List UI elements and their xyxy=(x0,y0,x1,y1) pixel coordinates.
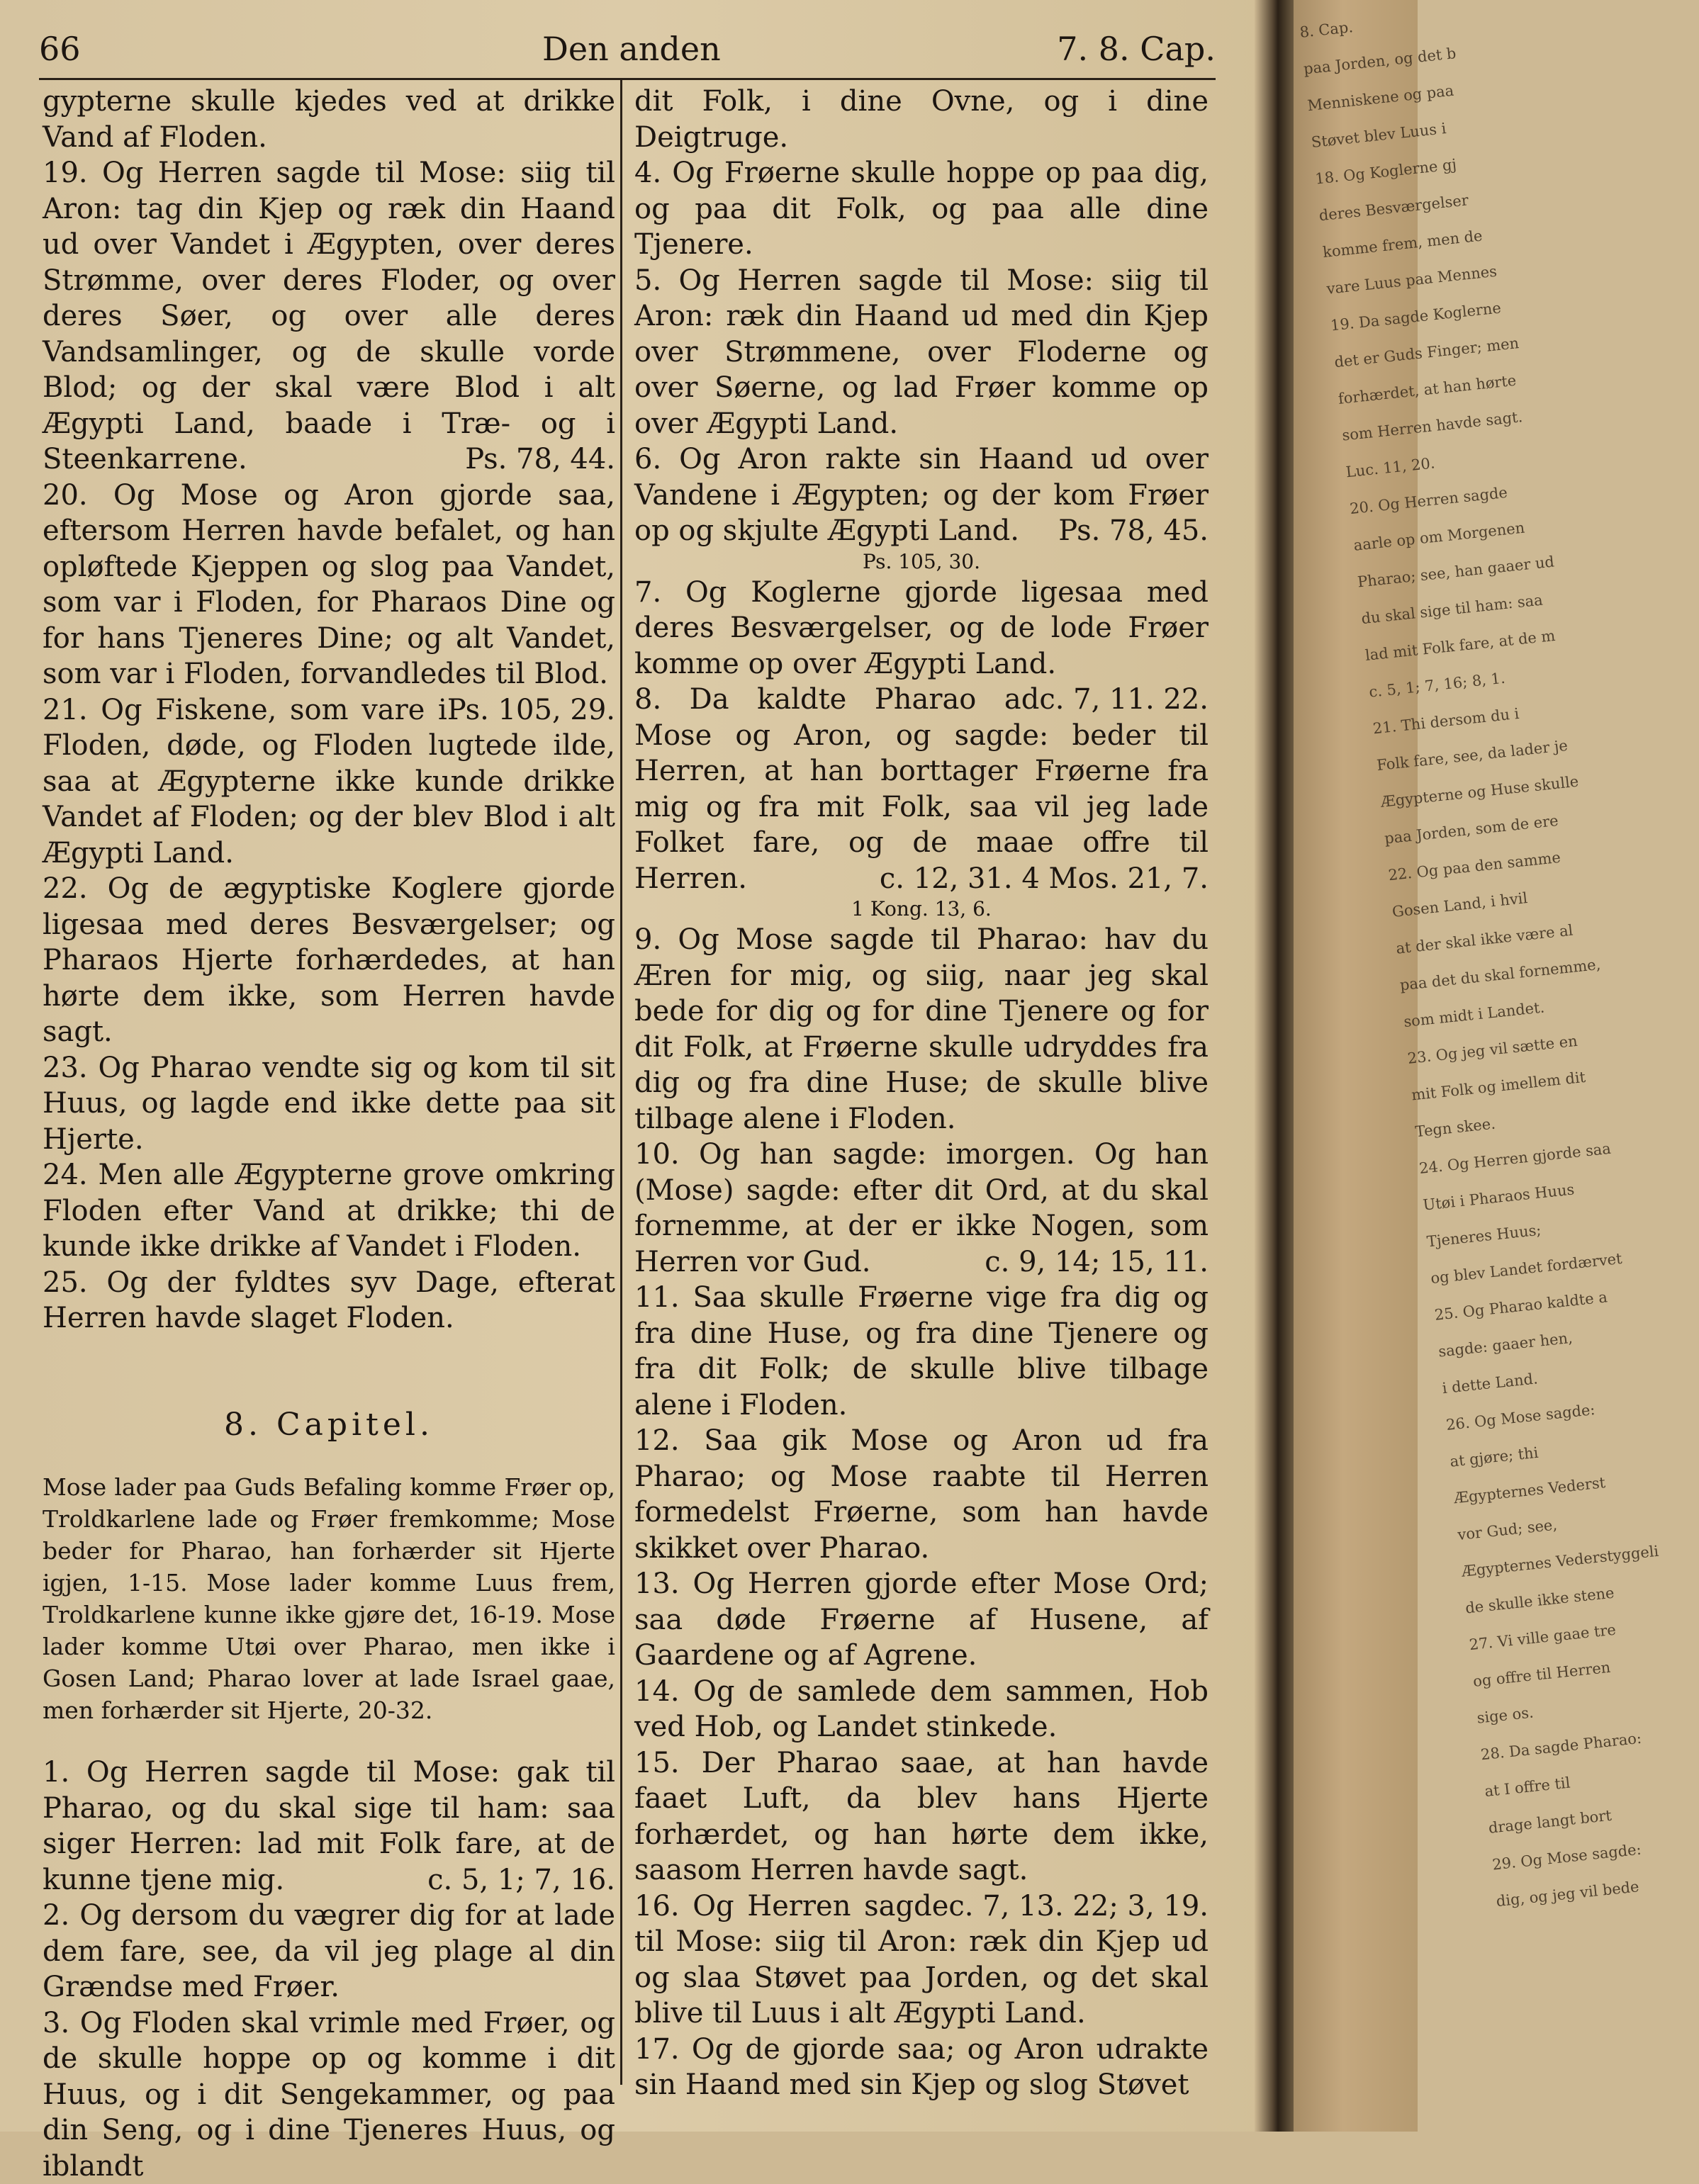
verse-text: 10. Og han sagde: imorgen. Og han (Mose) sagde: efter dit Ord, at du skal fornemme, at der er ikke Nogen, som Herren vor Gud. xyxy=(634,1138,1209,1278)
facing-page-line: 24. Og Herren gjorde saa xyxy=(1417,1138,1537,1187)
verse-text: 20. Og Mose og Aron gjorde saa, eftersom Herren havde befalet, og han opløftede Kjeppen og slog paa Vandet, som var i Floden, for Pharaos Dine og for hans Tjeneres Dine; og alt Vandet, som var i Floden, forvandledes til Blod. xyxy=(43,479,615,691)
chapter-summary: Mose lader paa Guds Befaling komme Frøer op, Troldkarlene lade og Frøer fremkomme; Mose beder for Pharao, han forhærder sit Hjerte igjen, 1-15. Mose lader komme Luus frem, Troldkarlene kunne ikke gjøre det, 16-19. Mose lader komme Utøi over Pharao, men ikke i Gosen Land; Pharao lover at lade Israel gaae, men forhærder sit Hjerte, 20-32. xyxy=(43,1471,615,1726)
verse-text: 13. Og Herren gjorde efter Mose Ord; saa døde Frøerne af Husene, af Gaardene og af Agrene. xyxy=(634,1567,1209,1672)
facing-page-line: vare Luus paa Mennes xyxy=(1325,259,1445,308)
page-number: 66 xyxy=(39,30,81,68)
facing-page-line: som Herren havde sagt. xyxy=(1340,405,1461,454)
verse-text: 4. Og Frøerne skulle hoppe op paa dig, og paa dit Folk, og paa alle dine Tjenere. xyxy=(634,157,1209,261)
verse-text: 12. Saa gik Mose og Aron ud fra Pharao; og Mose raabte til Herren formedelst Frøerne, som han havde skikket over Pharao. xyxy=(634,1424,1209,1565)
chapter-reference: 7. 8. Cap. xyxy=(1057,30,1216,68)
verse xyxy=(43,1755,615,1898)
facing-page-line: de skulle ikke stene xyxy=(1464,1578,1584,1627)
verse-text: 17. Og de gjorde saa; og Aron udrakte sin Haand med sin Kjep og slog Støvet xyxy=(634,2033,1209,2102)
verse-list xyxy=(634,155,1209,2103)
verse xyxy=(43,1898,615,2005)
facing-page-line: aarle op om Morgenen xyxy=(1352,515,1472,564)
right-column xyxy=(634,84,1209,2103)
verse xyxy=(634,922,1209,1137)
verse-text: 2. Og dersom du vægrer dig for at lade dem fare, see, da vil jeg plage al din Grændse med Frøer. xyxy=(43,1899,615,2003)
facing-page-line: komme frem, men de xyxy=(1321,222,1442,271)
cross-reference: c. 7, 13. 22; 3, 19. xyxy=(948,1889,1209,1925)
verse-text: 23. Og Pharao vendte sig og kom til sit Huus, og lagde end ikke dette paa sit Hjerte. xyxy=(43,1052,615,1156)
verse-text: 19. Og Herren sagde til Mose: siig til Aron: tag din Kjep og ræk din Haand ud over Vandet i Ægypten, over deres Strømme, over deres Floder, og over deres Søer, og over alle deres Vandsamlinger, og de skulle vorde Blod; og der skal være Blod i alt Ægypti Land, baade i Træ- og i Steenkarrene. xyxy=(43,157,615,475)
verse-text: 16. Og Herren sagde til Mose: siig til Aron: ræk din Kjep ud og slaa Støvet paa Jorden, og det skal blive til Luus i alt Ægypti Land. xyxy=(634,1890,1209,2030)
facing-page-line: Ægypternes Vederstyggeli xyxy=(1459,1541,1580,1590)
facing-page-line: sagde: gaaer hen, xyxy=(1437,1321,1557,1370)
verse-text: 22. Og de ægyptiske Koglere gjorde ligesaa med deres Besværgelser; og Pharaos Hjerte forhærdedes, at han hørte dem ikke, som Herren havde sagt. xyxy=(43,872,615,1048)
facing-page-line: paa Jorden, og det b xyxy=(1301,38,1422,87)
verse-text: 8. Da kaldte Pharao ad Mose og Aron, og sagde: beder til Herren, at han borttager Frøerne fra mig og fra mit Folk, saa vil jeg lade Folket fare, og de maae offre til Herren. xyxy=(634,683,1209,895)
verse-continuation: gypterne skulle kjedes ved at drikke Vand af Floden. xyxy=(43,84,615,155)
facing-page-line: forhærdet, at han hørte xyxy=(1336,368,1457,417)
verse xyxy=(43,478,615,692)
cross-reference: Ps. 105, 29. xyxy=(447,692,615,728)
facing-page-line: 21. Thi dersom du i xyxy=(1371,698,1491,747)
facing-page-line: at I offre til xyxy=(1483,1761,1603,1810)
verse-text: 25. Og der fyldtes syv Dage, efterat Herren havde slaget Floden. xyxy=(43,1266,615,1335)
verse-list xyxy=(43,155,615,1336)
facing-page-line: Gosen Land, i hvil xyxy=(1390,882,1510,930)
verse xyxy=(634,441,1209,549)
facing-page-line: c. 5, 1; 7, 16; 8, 1. xyxy=(1367,662,1488,711)
facing-page-edge xyxy=(1294,0,1418,2132)
facing-page-line: 25. Og Pharao kaldte a xyxy=(1432,1285,1553,1334)
facing-page-line: dig, og jeg vil bede xyxy=(1494,1871,1615,1920)
facing-page-line: og offre til Herren xyxy=(1471,1651,1592,1700)
chapter-title: 8. Capitel. xyxy=(43,1407,615,1443)
verse xyxy=(634,155,1209,263)
facing-page-line: som midt i Landet. xyxy=(1402,991,1523,1040)
facing-page-line: Ægypterne og Huse skulle xyxy=(1379,772,1499,821)
facing-page-line: 8. Cap. xyxy=(1298,2,1418,51)
verse-continuation: dit Folk, i dine Ovne, og i dine Deigtruge. xyxy=(634,84,1209,155)
facing-page-line: mit Folk og imellem dit xyxy=(1410,1064,1530,1113)
verse xyxy=(43,155,615,478)
verse-list xyxy=(43,1755,615,2184)
verse xyxy=(634,1566,1209,1674)
facing-page-line: 19. Da sagde Koglerne xyxy=(1328,295,1449,344)
facing-page-line: 27. Vi ville gaae tre xyxy=(1467,1614,1588,1663)
verse xyxy=(634,263,1209,442)
facing-page-line: 23. Og jeg vil sætte en xyxy=(1406,1028,1526,1077)
verse xyxy=(43,871,615,1050)
facing-page-line: at der skal ikke være al xyxy=(1394,918,1515,967)
facing-page-line: 22. Og paa den samme xyxy=(1386,845,1507,894)
facing-page-line: 18. Og Koglerne gj xyxy=(1313,149,1434,198)
facing-page-line: du skal sige til ham: saa xyxy=(1359,588,1480,637)
facing-page-line: Luc. 11, 20. xyxy=(1344,441,1464,490)
verse xyxy=(634,1423,1209,1566)
verse-text: 21. Og Fiskene, som vare i Floden, døde, og Floden lugtede ilde, saa at Ægypterne ikke kunde drikke Vandet af Floden; og der blev Blod i alt Ægypti Land. xyxy=(43,694,615,869)
facing-page-text xyxy=(1298,2,1615,1920)
facing-page-line: det er Guds Finger; men xyxy=(1333,332,1453,381)
facing-page-line: Menniskene og paa xyxy=(1306,75,1426,124)
facing-page-line: deres Besværgelser xyxy=(1317,185,1437,234)
cross-reference: c. 9, 14; 15, 11. xyxy=(985,1244,1209,1280)
verse xyxy=(634,1280,1209,1423)
facing-page-line: lad mit Folk fare, at de m xyxy=(1363,625,1484,674)
facing-page-line: Tegn skee. xyxy=(1413,1101,1534,1150)
verse-text: 24. Men alle Ægypterne grove omkring Floden efter Vand at drikke; thi de kunde ikke drikke af Vandet i Floden. xyxy=(43,1159,615,1263)
cross-reference: Ps. 78, 44. xyxy=(465,441,615,478)
facing-page-line: paa Jorden, som de ere xyxy=(1383,808,1503,857)
verse xyxy=(634,1674,1209,1745)
verse-text: 1. Og Herren sagde til Mose: gak til Pharao, og du skal sige til ham: saa siger Herren: lad mit Folk fare, at de kunne tjene mig. xyxy=(43,1756,615,1896)
book-gutter xyxy=(1255,0,1294,2132)
facing-page-line: Folk fare, see, da lader je xyxy=(1375,735,1496,784)
facing-page-line: at gjøre; thi xyxy=(1448,1431,1569,1480)
header-rule xyxy=(39,78,1216,80)
running-title: Den anden xyxy=(542,30,721,68)
facing-page-line: drage langt bort xyxy=(1486,1798,1607,1847)
cross-reference-note: 1 Kong. 13, 6. xyxy=(634,896,1209,922)
cross-reference-note: Ps. 105, 30. xyxy=(634,549,1209,575)
facing-page-line: Støvet blev Luus i xyxy=(1309,112,1430,161)
facing-page-line: 28. Da sagde Pharao: xyxy=(1479,1724,1599,1773)
cross-reference: Ps. 78, 45. xyxy=(1058,513,1209,549)
facing-page-line: 26. Og Mose sagde: xyxy=(1445,1395,1565,1443)
verse xyxy=(634,1745,1209,1889)
facing-page-line: og blev Landet fordærvet xyxy=(1429,1248,1549,1297)
page-header xyxy=(39,30,1216,79)
facing-page-line: Pharao; see, han gaaer ud xyxy=(1356,551,1476,600)
verse-text: 6. Og Aron rakte sin Haand ud over Vandene i Ægypten; og der kom Frøer op og skjulte Ægypti Land. xyxy=(634,443,1209,547)
facing-page-line: Tjeneres Huus; xyxy=(1425,1211,1545,1260)
left-column xyxy=(43,84,615,2184)
verse xyxy=(634,2032,1209,2103)
cross-reference: c. 12, 31. 4 Mos. 21, 7. xyxy=(880,861,1209,897)
verse xyxy=(634,1137,1209,1280)
verse-text: 9. Og Mose sagde til Pharao: hav du Æren for mig, og siig, naar jeg skal bede for dig og for dine Tjenere og for dit Folk, at Frøerne skulle udryddes fra dig og fra dine Huse; de skulle blive tilbage alene i Floden. xyxy=(634,923,1209,1135)
facing-page-line: sige os. xyxy=(1475,1688,1596,1737)
verse xyxy=(634,575,1209,682)
facing-page-line: Utøi i Pharaos Huus xyxy=(1421,1175,1542,1224)
verse-text: 5. Og Herren sagde til Mose: siig til Aron: ræk din Haand ud med din Kjep over Strømmene, over Floderne og over Søerne, og lad Frøer komme op over Ægypti Land. xyxy=(634,264,1209,440)
cross-reference: c. 7, 11. 22. xyxy=(1039,682,1209,718)
facing-page-line: paa det du skal fornemme, xyxy=(1398,955,1518,1003)
facing-page-line: 20. Og Herren sagde xyxy=(1348,478,1469,527)
verse xyxy=(43,1265,615,1336)
verse-text: 3. Og Floden skal vrimle med Frøer, og de skulle hoppe op og komme i dit Huus, og i dit Sengekammer, og paa din Seng, og i dine Tjeneres Huus, og iblandt xyxy=(43,2007,615,2183)
facing-page-line: 29. Og Mose sagde: xyxy=(1491,1835,1611,1884)
verse xyxy=(43,2005,615,2184)
verse-text: 15. Der Pharao saae, at han havde faaet Luft, da blev hans Hjerte forhærdet, og han hørte dem ikke, saasom Herren havde sagt. xyxy=(634,1747,1209,1887)
cross-reference: c. 5, 1; 7, 16. xyxy=(427,1862,615,1898)
facing-page-line: i dette Land. xyxy=(1440,1358,1561,1407)
verse xyxy=(43,1050,615,1158)
facing-page-line: Ægypternes Vederst xyxy=(1452,1468,1572,1516)
verse-text: 14. Og de samlede dem sammen, Hob ved Hob, og Landet stinkede. xyxy=(634,1675,1209,1744)
facing-page-line: vor Gud; see, xyxy=(1456,1504,1576,1553)
verse xyxy=(43,1157,615,1265)
column-divider xyxy=(620,79,622,2085)
verse-text: 11. Saa skulle Frøerne vige fra dig og fra dine Huse, og fra dine Tjenere og fra dit Folk; de skulle blive tilbage alene i Floden. xyxy=(634,1281,1209,1422)
verse-text: 7. Og Koglerne gjorde ligesaa med deres Besværgelser, og de lode Frøer komme op over Ægypti Land. xyxy=(634,576,1209,680)
